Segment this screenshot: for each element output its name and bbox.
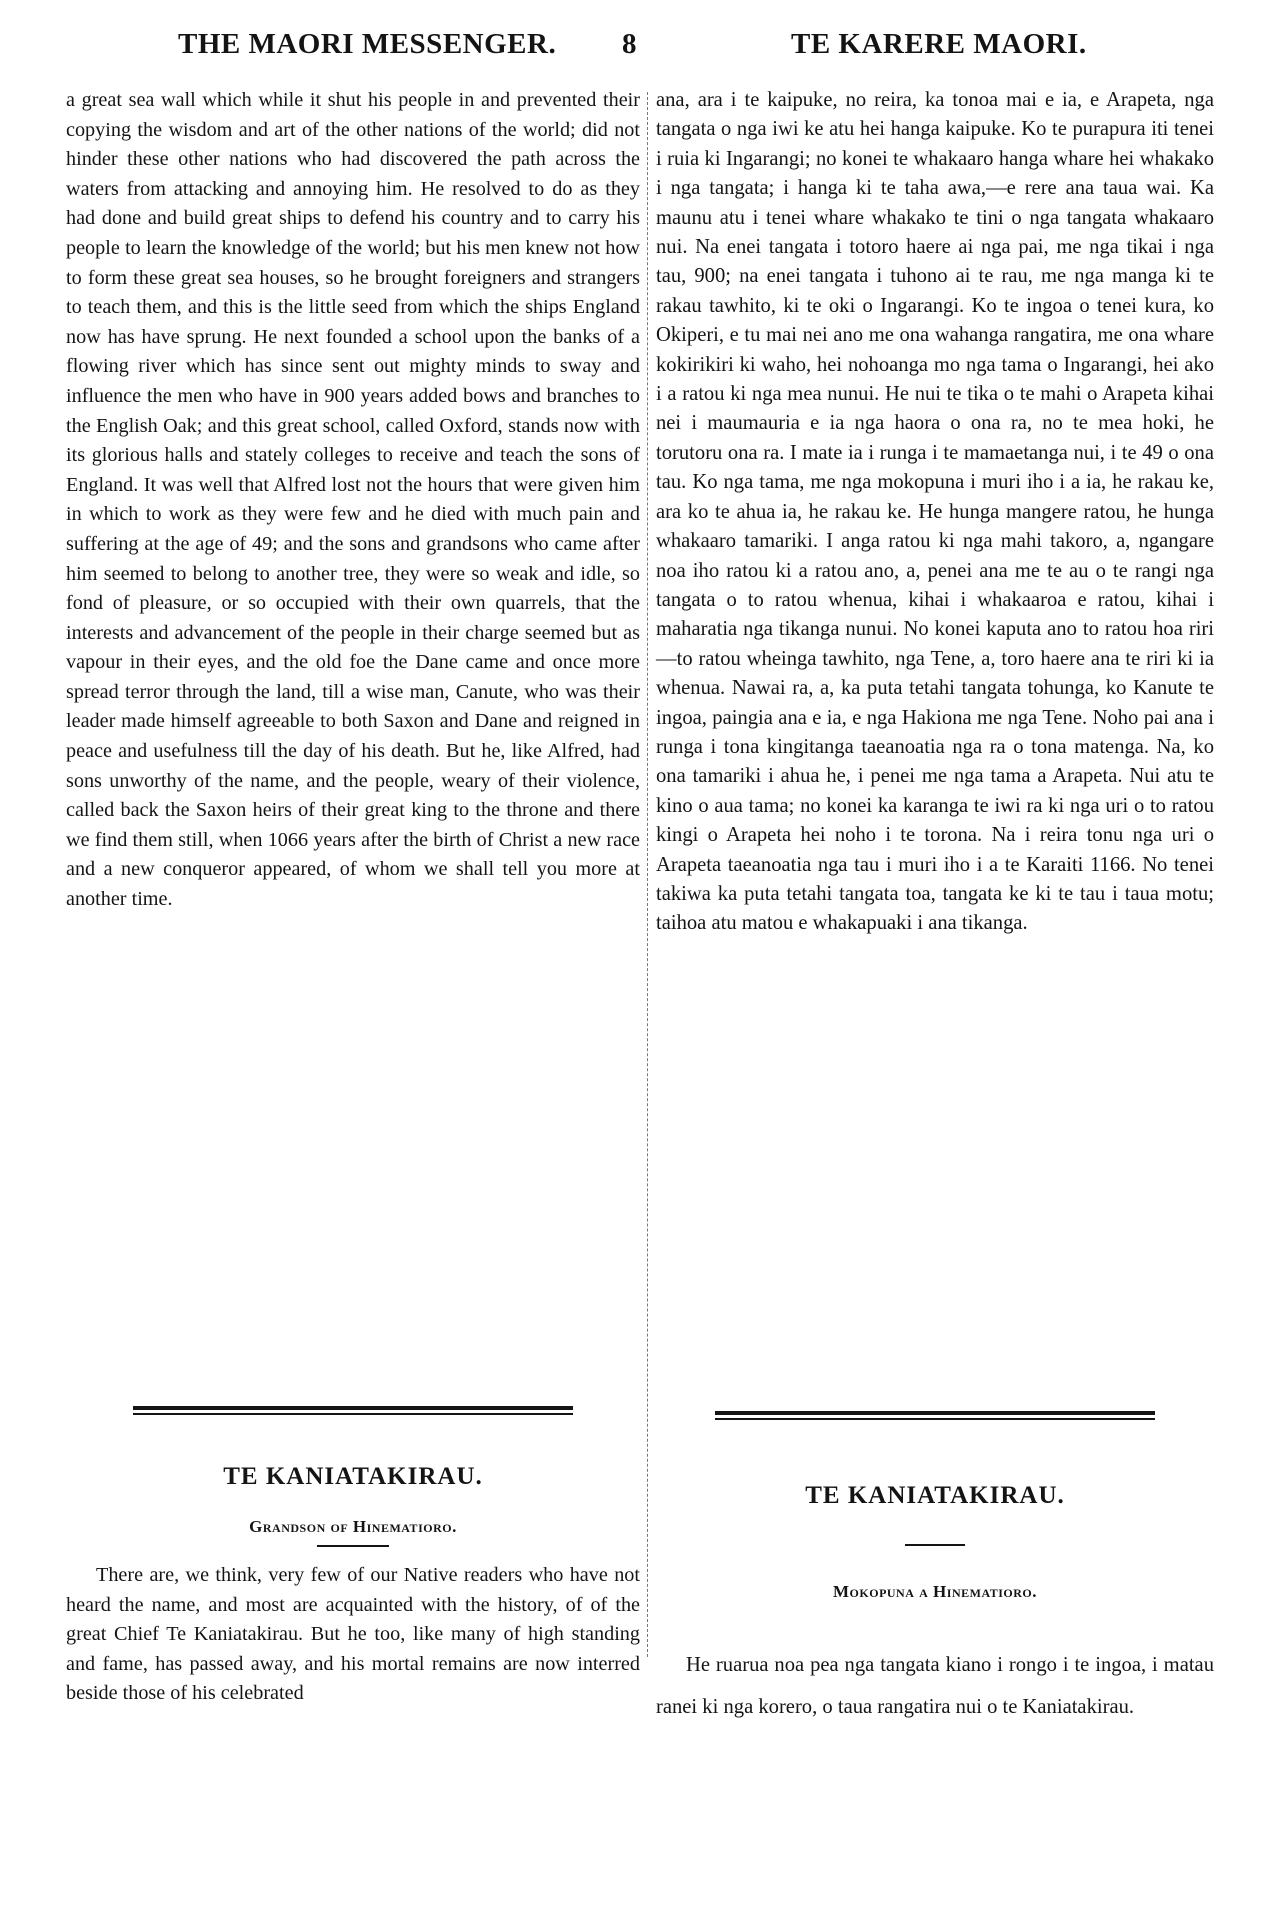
maori-masthead: TE KARERE MAORI. (791, 28, 1087, 60)
kaniatakirau-section-maori (656, 1411, 1214, 1728)
arapeta-article-paragraph: ana, ara i te kaipuke, no reira, ka tonoa mai e ia, e Arapeta, nga tangata o nga iwi ke atu hei hanga kaipuke. Ko te purapura iti tenei i ruia ki Ingarangi; no konei te whakaaro hanga whare hei whakako i nga tangata; i hanga ki te taha awa,—e rere ana taua wai. Ka maunu atu i tenei whare whakako te tini o nga tangata whakaaro nui. Na enei tangata i totoro haere ai nga pai, me nga tikai i nga tau, 900; na enei tangata i tuhono ai te rau, me nga manga ki te rakau tawhito, ki te oki o Ingarangi. Ko te ingoa o tenei kura, ko Okiperi, e tu mai nei ano me ona wahanga rangatira, me ona whare kokirikiri ki waho, hei nohoanga mo nga tama o Ingarangi, hei ako i a ratou ki nga mea nunui. He nui te tika o te mahi o Arapeta kihai nei i maumauria e ia nga haora o ona ra, no te mea hoki, he torutoru ona ra. I mate ia i runga i te mamaetanga nui, i te 49 o ona tau. Ko nga tama, me nga mokopuna i muri iho i a ia, he rakau ke, ara ko te ahua ia, he rakau ke. He hunga mangere ratou, he hunga whakaaro tamariki. I anga ratou ki nga mahi takoro, a, ngangare noa iho ratou ki a ratou ano, a, penei ana me te au o te rangi nga tangata o to ratou whenua, kihai i whakaaroa e ratou, kihai i maharatia nga tikanga nunui. No konei kaputa ano to ratou hoa riri—to ratou wheinga tawhito, nga Tene, a, toro haere ana te riri ki ia whenua. Nawai ra, a, ka puta tetahi tangata tohunga, ko Kanute te ingoa, paingia ana e ia, e nga Hakiona me nga Tene. Noho pai ana i runga i tona kingitanga taeanoatia nga ra o tona matenga. Na, ko ona tamariki i ahua he, i penei me nga tama a Arapeta. Nui atu te kino o aua tama; no konei ka karanga te iwi ra ki nga uri o to ratou kingi o Arapeta hei noho i te torona. Na i reira tonu nga uri o Arapeta taeanoatia nga tau i muri iho i a te Karaiti 1166. No tenei takiwa ka puta tetahi tangata toa, tangata ke ki te tau i taua motu; taihoa atu matou e whakapuaki i ana tikanga. (656, 89, 1214, 935)
page-header (0, 28, 1280, 68)
subtitle-rule (317, 1545, 389, 1547)
section-subtitle: Grandson of Hinematioro. (249, 1517, 457, 1536)
kaniatakirau-paragraph: He ruarua noa pea nga tangata kiano i rongo i te ingoa, i matau ranei ki nga korero, o taua rangatira nui o te Kaniatakirau. (656, 1654, 1214, 1718)
english-column (66, 86, 640, 1905)
section-title: TE KANIATAKIRAU. (223, 1463, 483, 1490)
alfred-article-paragraph: a great sea wall which while it shut his people in and prevented their copying the wisdom and art of the other nations of the world; did not hinder these other nations who had discovered the path across the waters from attacking and annoying him. He resolved to do as they had done and build great ships to defend his country and to carry his people to learn the knowledge of the world; but his men knew not how to form these great sea houses, so he brought foreigners and strangers to teach them, and this is the little seed from which the ships England now has have sprung. He next founded a school upon the banks of a flowing river which has since sent out mighty minds to sway and influence the men who have in 900 years added bows and branches to the English Oak; and this great school, called Oxford, stands now with its glorious halls and stately colleges to receive and teach the sons of England. It was well that Alfred lost not the hours that were given him in which to work as they were few and he died with much pain and suffering at the age of 49; and the sons and grandsons who came after him seemed to belong to another tree, they were so weak and idle, so fond of pleasure, or so occupied with their own quarrels, that the interests and advancement of the people in their charge seemed but as vapour in their eyes, and the old foe the Dane came and once more spread terror through the land, till a wise man, Canute, who was their leader made himself agreeable to both Saxon and Dane and reigned in peace and usefulness till the day of his death. But he, like Alfred, had sons unworthy of the name, and the people, weary of their violence, called back the Saxon heirs of their great king to the throne and there we find them still, when 1066 years after the birth of Christ a new race and a new conqueror appeared, of whom we shall tell you more at another time. (66, 89, 640, 911)
section-title: TE KANIATAKIRAU. (805, 1482, 1065, 1509)
page-number: 8 (622, 28, 637, 60)
kaniatakirau-section-english (66, 1406, 640, 1709)
maori-column (656, 86, 1214, 1905)
section-double-rule (133, 1406, 573, 1415)
section-subtitle: Mokopuna a Hinematioro. (833, 1582, 1037, 1601)
title-rule (905, 1544, 965, 1546)
english-masthead: THE MAORI MESSENGER. (178, 28, 557, 60)
column-divider (647, 92, 649, 1657)
kaniatakirau-paragraph: There are, we think, very few of our Native readers who have not heard the name, and most are acquainted with the history, of of the great Chief Te Kaniatakirau. But he too, like many of high standing and fame, has passed away, and his mortal remains are now interred beside those of his celebrated (66, 1564, 640, 1705)
section-double-rule (715, 1411, 1155, 1420)
